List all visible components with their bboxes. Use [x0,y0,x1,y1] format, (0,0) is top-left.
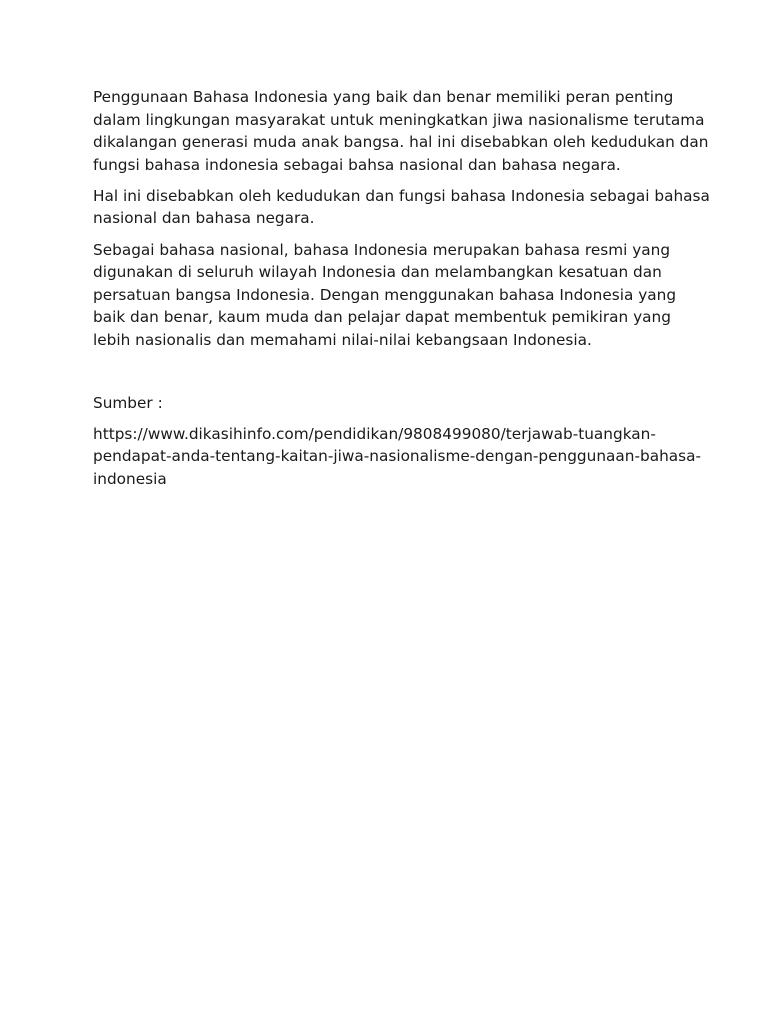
paragraph-1 [93,86,709,176]
paragraph-line: Hal ini disebabkan oleh kedudukan dan fungsi bahasa Indonesia sebagai bahasa [93,186,710,205]
source-label [93,392,683,415]
paragraph-line: persatuan bangsa Indonesia. Dengan menggunakan bahasa Indonesia yang [93,285,677,304]
source-url [93,423,702,491]
paragraph-line: fungsi bahasa indonesia sebagai bahsa nasional dan bahasa negara. [93,155,621,174]
document-body [93,86,710,490]
source-url-line: indonesia [93,469,167,488]
paragraph-line: baik dan benar, kaum muda dan pelajar dapat membentuk pemikiran yang [93,308,671,327]
paragraph-2 [93,185,710,230]
source-url-line: pendapat-anda-tentang-kaitan-jiwa-nasionalisme-dengan-penggunaan-bahasa- [93,447,702,466]
paragraph-line: lebih nasionalis dan memahami nilai-nilai kebangsaan Indonesia. [93,330,592,349]
blank-space [93,352,683,392]
source-label-text: Sumber : [93,393,163,412]
paragraph-line: nasional dan bahasa negara. [93,209,315,228]
paragraph-line: dikalangan generasi muda anak bangsa. hal ini disebabkan oleh kedudukan dan [93,133,709,152]
paragraph-line: dalam lingkungan masyarakat untuk meningkatkan jiwa nasionalisme terutama [93,110,705,129]
paragraph-line: Penggunaan Bahasa Indonesia yang baik dan benar memiliki peran penting [93,88,674,106]
source-url-line: https://www.dikasihinfo.com/pendidikan/9808499080/terjawab-tuangkan- [93,424,656,443]
paragraph-3 [93,239,683,352]
paragraph-line: digunakan di seluruh wilayah Indonesia dan melambangkan kesatuan dan [93,263,662,282]
paragraph-line: Sebagai bahasa nasional, bahasa Indonesia merupakan bahasa resmi yang [93,240,671,259]
